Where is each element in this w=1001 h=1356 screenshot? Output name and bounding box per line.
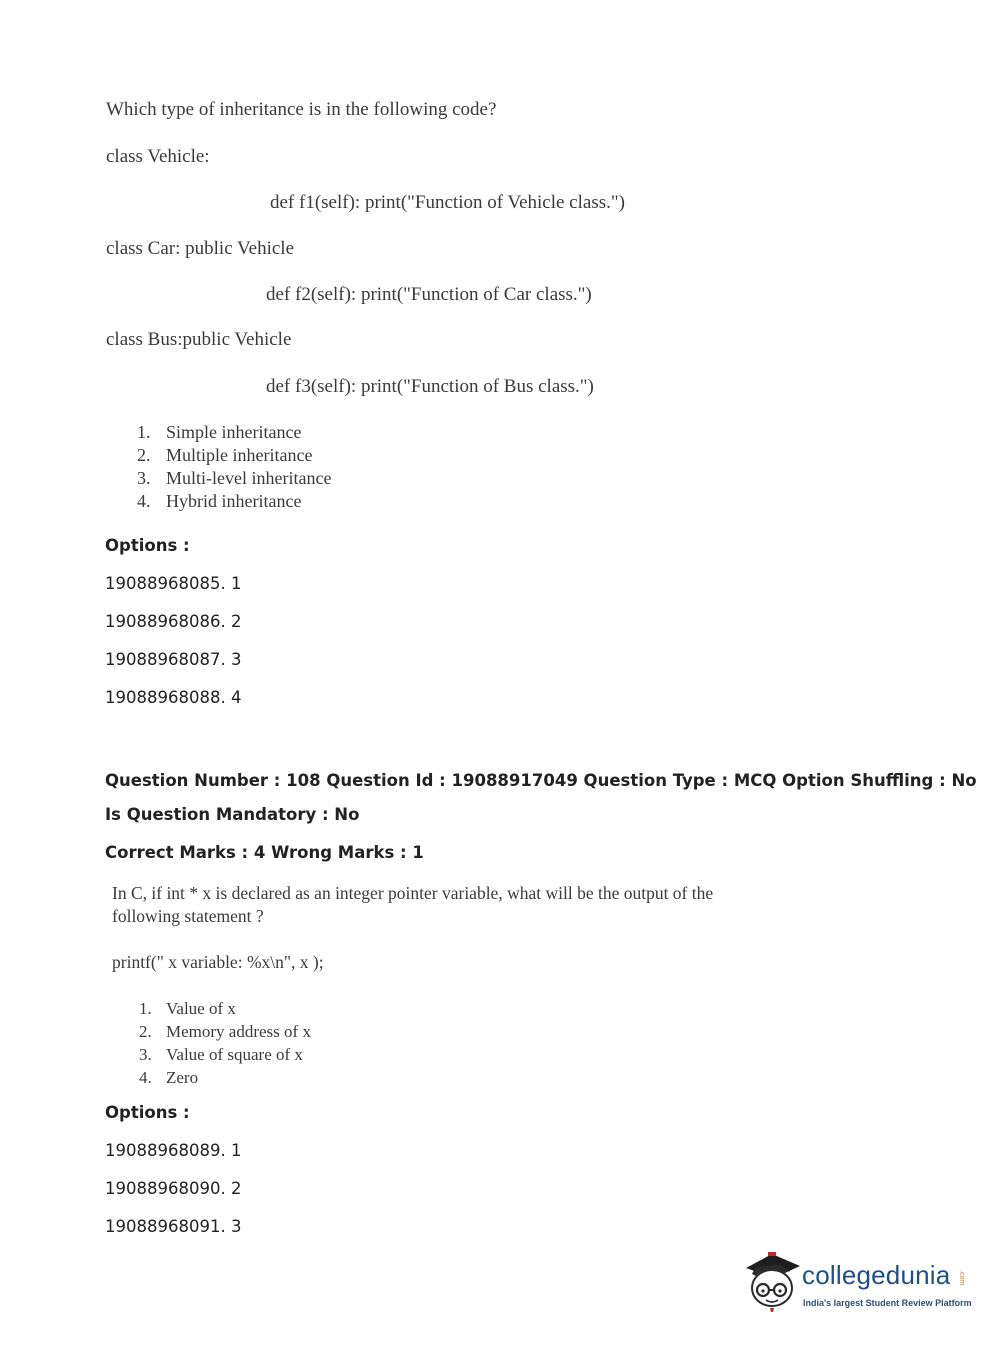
code-line: class Bus:public Vehicle <box>106 329 292 350</box>
choice-item: 1. Simple inheritance <box>137 422 302 442</box>
code-line: def f3(self): print("Function of Bus class.") <box>266 376 594 397</box>
code-line: printf(" x variable: %x\n", x ); <box>112 952 324 972</box>
question-meta: Question Number : 108 Question Id : 19088917049 Question Type : MCQ Option Shuffling : No <box>105 771 977 790</box>
choice-item: 3. Multi-level inheritance <box>137 468 332 488</box>
option-item: 19088968090. 2 <box>105 1179 242 1198</box>
mascot-icon <box>742 1248 804 1312</box>
choice-item: 2. Memory address of x <box>139 1022 311 1041</box>
logo-wordmark: collegedunia <box>802 1260 951 1290</box>
code-line: def f1(self): print("Function of Vehicle class.") <box>270 192 625 213</box>
option-item: 19088968087. 3 <box>105 650 242 669</box>
question-text: Which type of inheritance is in the following code? <box>106 99 497 120</box>
code-line: class Vehicle: <box>106 146 210 167</box>
marks-line: Correct Marks : 4 Wrong Marks : 1 <box>105 843 424 862</box>
question-text: In C, if int * x is declared as an integer pointer variable, what will be the output of the following statement ? <box>112 883 714 926</box>
code-line: def f2(self): print("Function of Car class.") <box>266 284 592 305</box>
logo-tagline: India's largest Student Review Platform <box>803 1298 972 1308</box>
option-item: 19088968085. 1 <box>105 574 242 593</box>
collegedunia-logo <box>742 1248 972 1320</box>
mandatory-line: Is Question Mandatory : No <box>105 805 360 824</box>
choice-item: 2. Multiple inheritance <box>137 445 313 465</box>
options-heading: Options : <box>105 536 190 555</box>
option-item: 19088968089. 1 <box>105 1141 242 1160</box>
option-item: 19088968088. 4 <box>105 688 242 707</box>
choice-item: 4. Hybrid inheritance <box>137 491 302 511</box>
options-heading: Options : <box>105 1103 190 1122</box>
choice-list <box>139 997 311 1089</box>
choice-item: 1. Value of x <box>139 999 236 1018</box>
choice-item: 3. Value of square of x <box>139 1045 303 1064</box>
logo-domain: .com <box>958 1270 965 1286</box>
choice-list <box>137 421 331 513</box>
choice-item: 4. Zero <box>139 1068 199 1087</box>
option-item: 19088968091. 3 <box>105 1217 242 1236</box>
code-line: class Car: public Vehicle <box>106 238 295 259</box>
option-item: 19088968086. 2 <box>105 612 242 631</box>
